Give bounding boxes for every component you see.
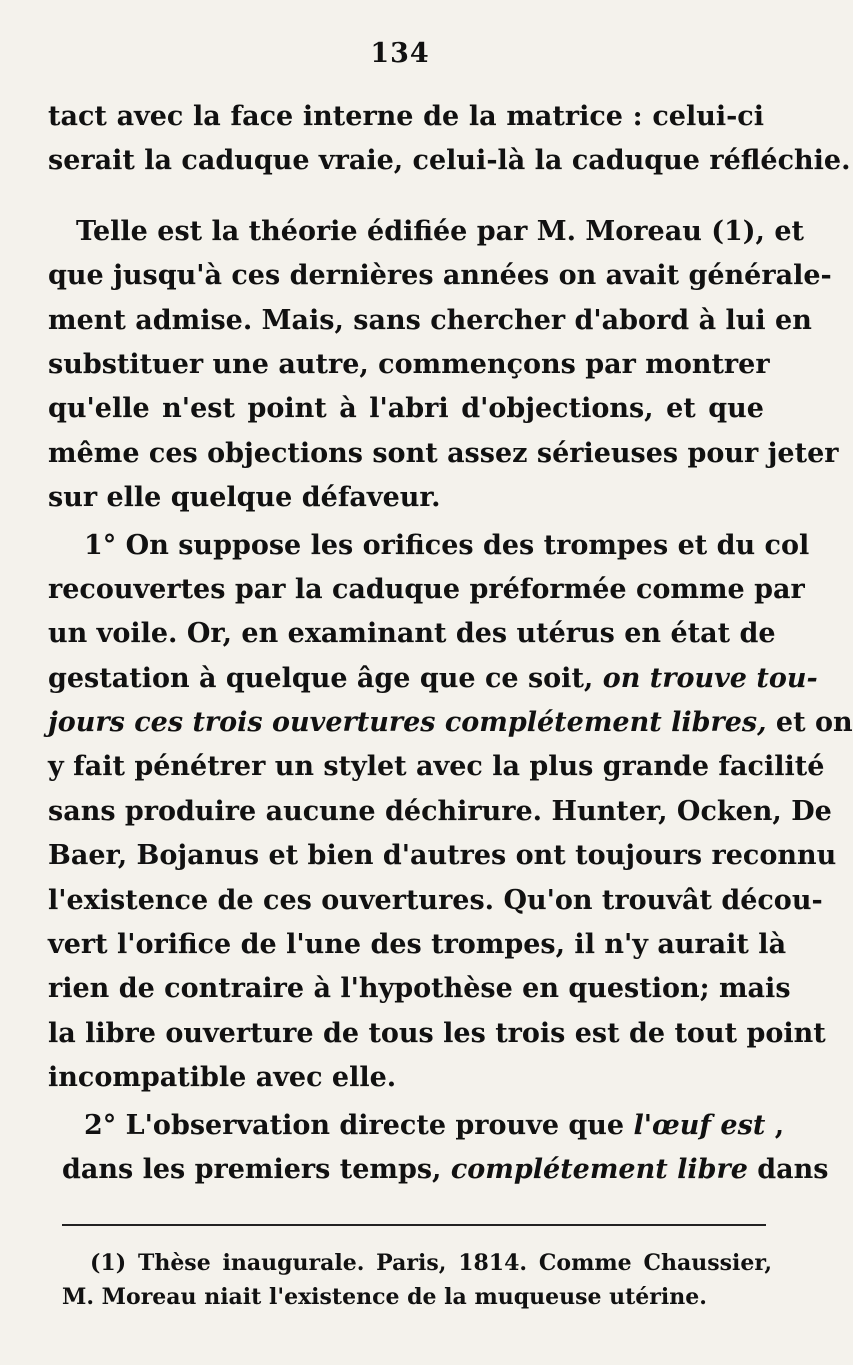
text-line: substituer une autre, commençons par montrer	[48, 348, 770, 380]
text-line: même ces objections sont assez sérieuses pour jeter	[48, 437, 839, 469]
text-line: serait la caduque vraie, celui-là la caduque réfléchie.	[48, 145, 851, 177]
text-line: l'existence de ces ouvertures. Qu'on trouvât décou-	[48, 884, 823, 916]
text-line: vert l'orifice de l'une des trompes, il n'y aurait là	[48, 929, 787, 961]
text-line: un voile. Or, en examinant des utérus en état de	[48, 618, 776, 650]
footnote-rule	[62, 1224, 766, 1226]
body-text	[48, 95, 853, 1192]
text-line-mixed	[48, 657, 818, 701]
text-segment: et on	[775, 707, 853, 739]
text-line-mixed	[48, 701, 853, 745]
footnote-line: (1) Thèse inaugurale. Paris, 1814. Comme Chaussier,	[90, 1250, 772, 1276]
text-line: incompatible avec elle.	[48, 1062, 397, 1094]
text-line: sur elle quelque défaveur.	[48, 482, 441, 514]
footnote	[62, 1246, 772, 1314]
text-segment: dans les premiers temps,	[62, 1153, 442, 1185]
text-line: qu'elle n'est point à l'abri d'objections, et que	[48, 393, 764, 425]
text-line: Telle est la théorie édifiée par M. Moreau (1), et	[76, 215, 805, 247]
text-line: rien de contraire à l'hypothèse en question; mais	[48, 973, 791, 1005]
text-line: la libre ouverture de tous les trois est de tout point	[48, 1017, 826, 1049]
text-line-mixed	[48, 1104, 785, 1148]
text-segment: dans	[757, 1153, 829, 1185]
text-line-mixed	[48, 1148, 829, 1192]
text-line: Baer, Bojanus et bien d'autres ont toujours reconnu	[48, 840, 837, 872]
text-line: sans produire aucune déchirure. Hunter, Ocken, De	[48, 795, 832, 827]
emphasis-text: on trouve tou-	[602, 662, 818, 694]
emphasis-text: complétement libre	[450, 1153, 748, 1185]
footnote-line: M. Moreau niait l'existence de la muqueuse utérine.	[62, 1284, 707, 1310]
text-line: 1° On suppose les orifices des trompes et du col	[84, 529, 810, 561]
emphasis-text: l'œuf est	[633, 1109, 766, 1141]
text-line: que jusqu'à ces dernières années on avait générale-	[48, 260, 832, 292]
text-segment: ,	[774, 1109, 785, 1141]
text-segment: 2° L'observation directe prouve que	[84, 1109, 625, 1141]
text-line: tact avec la face interne de la matrice : celui-ci	[48, 101, 764, 132]
text-line: recouvertes par la caduque préformée comme par	[48, 573, 805, 605]
text-segment: gestation à quelque âge que ce soit,	[48, 662, 594, 694]
emphasis-text: jours ces trois ouvertures complétement libres,	[48, 707, 767, 739]
text-line: ment admise. Mais, sans chercher d'abord à lui en	[48, 304, 812, 336]
text-line: y fait pénétrer un stylet avec la plus grande facilité	[48, 751, 825, 783]
page-number: 134	[370, 38, 430, 69]
